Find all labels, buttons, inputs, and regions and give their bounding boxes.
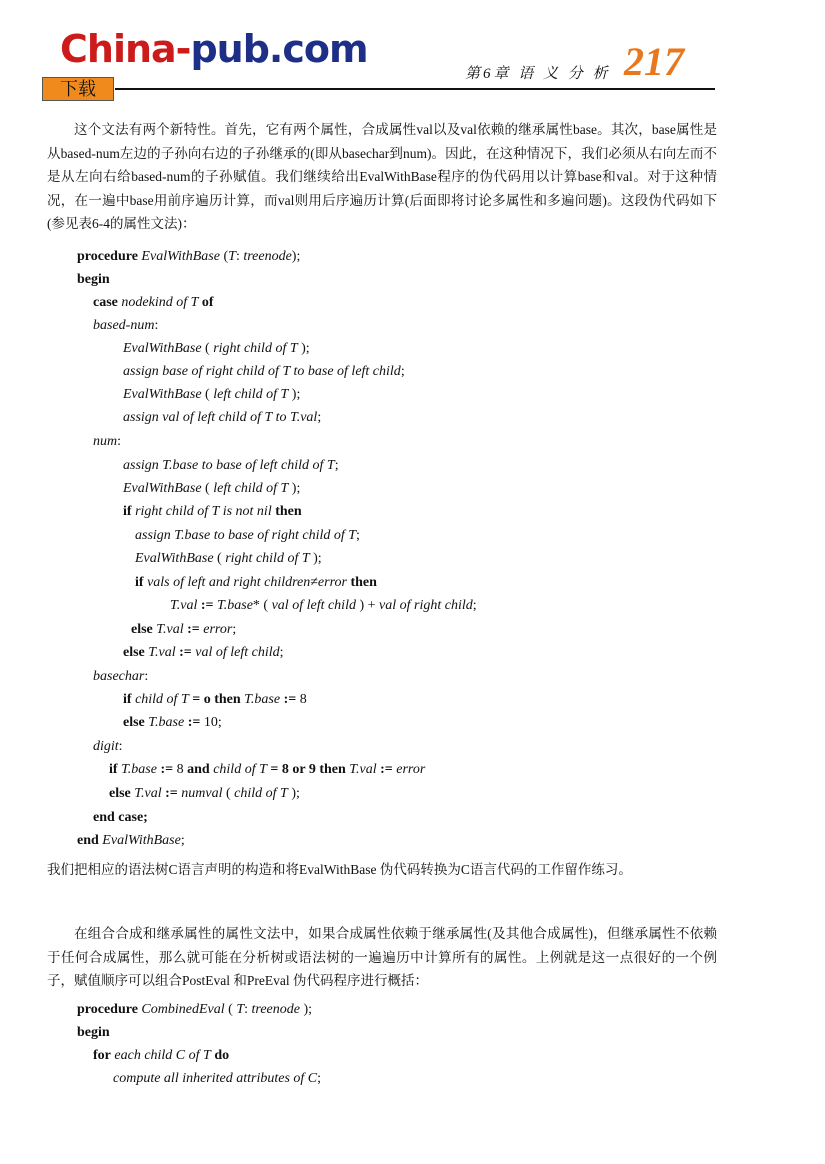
code-line: procedure CombinedEval ( T: treenode ); [77, 1002, 313, 1017]
chapter-title: 第6章 语 义 分 析 [465, 66, 611, 82]
code-line: digit: [93, 739, 123, 754]
paragraph-1 [47, 118, 717, 236]
download-tag: 下载 [42, 77, 114, 101]
code-line: end case; [93, 810, 148, 825]
header-rule [115, 88, 715, 90]
paragraph-2 [47, 858, 717, 882]
code-line: procedure EvalWithBase (T: treenode); [77, 249, 301, 264]
code-line: basechar: [93, 669, 149, 684]
code-line: end EvalWithBase; [77, 833, 185, 848]
code-line: if T.base := 8 and child of T = 8 or 9 then T.val := error [109, 762, 426, 777]
code-line: EvalWithBase ( right child of T ); [135, 551, 322, 566]
code-line: EvalWithBase ( left child of T ); [123, 387, 301, 402]
code-line: if child of T = o then T.base := 8 [123, 692, 307, 707]
code-line: else T.val := val of left child; [123, 645, 284, 660]
code-line: assign base of right child of T to base of left child; [123, 364, 405, 379]
code-line: else T.base := 10; [123, 715, 222, 730]
paragraph-3 [47, 922, 717, 993]
code-line: num: [93, 434, 122, 449]
page-number: 217 [624, 39, 684, 84]
code-line: begin [77, 272, 110, 287]
code-line: EvalWithBase ( right child of T ); [123, 341, 310, 356]
code-line: begin [77, 1025, 110, 1040]
code-line: if right child of T is not nil then [123, 504, 302, 519]
code-line: T.val := T.base* ( val of left child ) + val of right child; [170, 598, 477, 613]
code-line: compute all inherited attributes of C; [113, 1071, 322, 1086]
paragraph-1-text: 这个文法有两个新特性。首先，它有两个属性，合成属性val以及val依赖的继承属性base。其次，base属性是从based-num左边的子孙向右边的子孙继承的(即从basechar到num)。因此，在这种情况下，我们必须从右向左而不是从左向右给based-num的子孙赋值。我们继续给出EvalWithBase程序的伪代码用以计算base和val。对于这种情况，在一遍中base用前序遍历计算，而val则用后序遍历计算(后面即将讨论多属性和多遍问题)。这段伪代码如下(参见表6-4的属性文法)： [47, 122, 717, 231]
code-line: EvalWithBase ( left child of T ); [123, 481, 301, 496]
paragraph-3-text: 在组合合成和继承属性的属性文法中，如果合成属性依赖于继承属性(及其他合成属性)，但继承属性不依赖于任何合成属性，那么就可能在分析树或语法树的一遍遍历中计算所有的属性。上例就是这一点很好的一个例子，赋值顺序可以组合PostEval 和PreEval 伪代码程序进行概括： [47, 926, 717, 988]
site-logo: China-pub.com [60, 27, 368, 71]
code-line: assign T.base to base of left child of T; [123, 458, 339, 473]
paragraph-2-text: 我们把相应的语法树C语言声明的构造和将EvalWithBase 伪代码转换为C语言代码的工作留作练习。 [47, 862, 632, 877]
code-line: case nodekind of T of [93, 295, 214, 310]
code-line: based-num: [93, 318, 159, 333]
code-line: else T.val := numval ( child of T ); [109, 786, 300, 801]
code-line: else T.val := error; [131, 622, 237, 637]
code-line: assign val of left child of T to T.val; [123, 410, 322, 425]
code-line: assign T.base to base of right child of T; [135, 528, 360, 543]
code-line: if vals of left and right children≠error then [135, 575, 377, 590]
code-line: for each child C of T do [93, 1048, 230, 1063]
